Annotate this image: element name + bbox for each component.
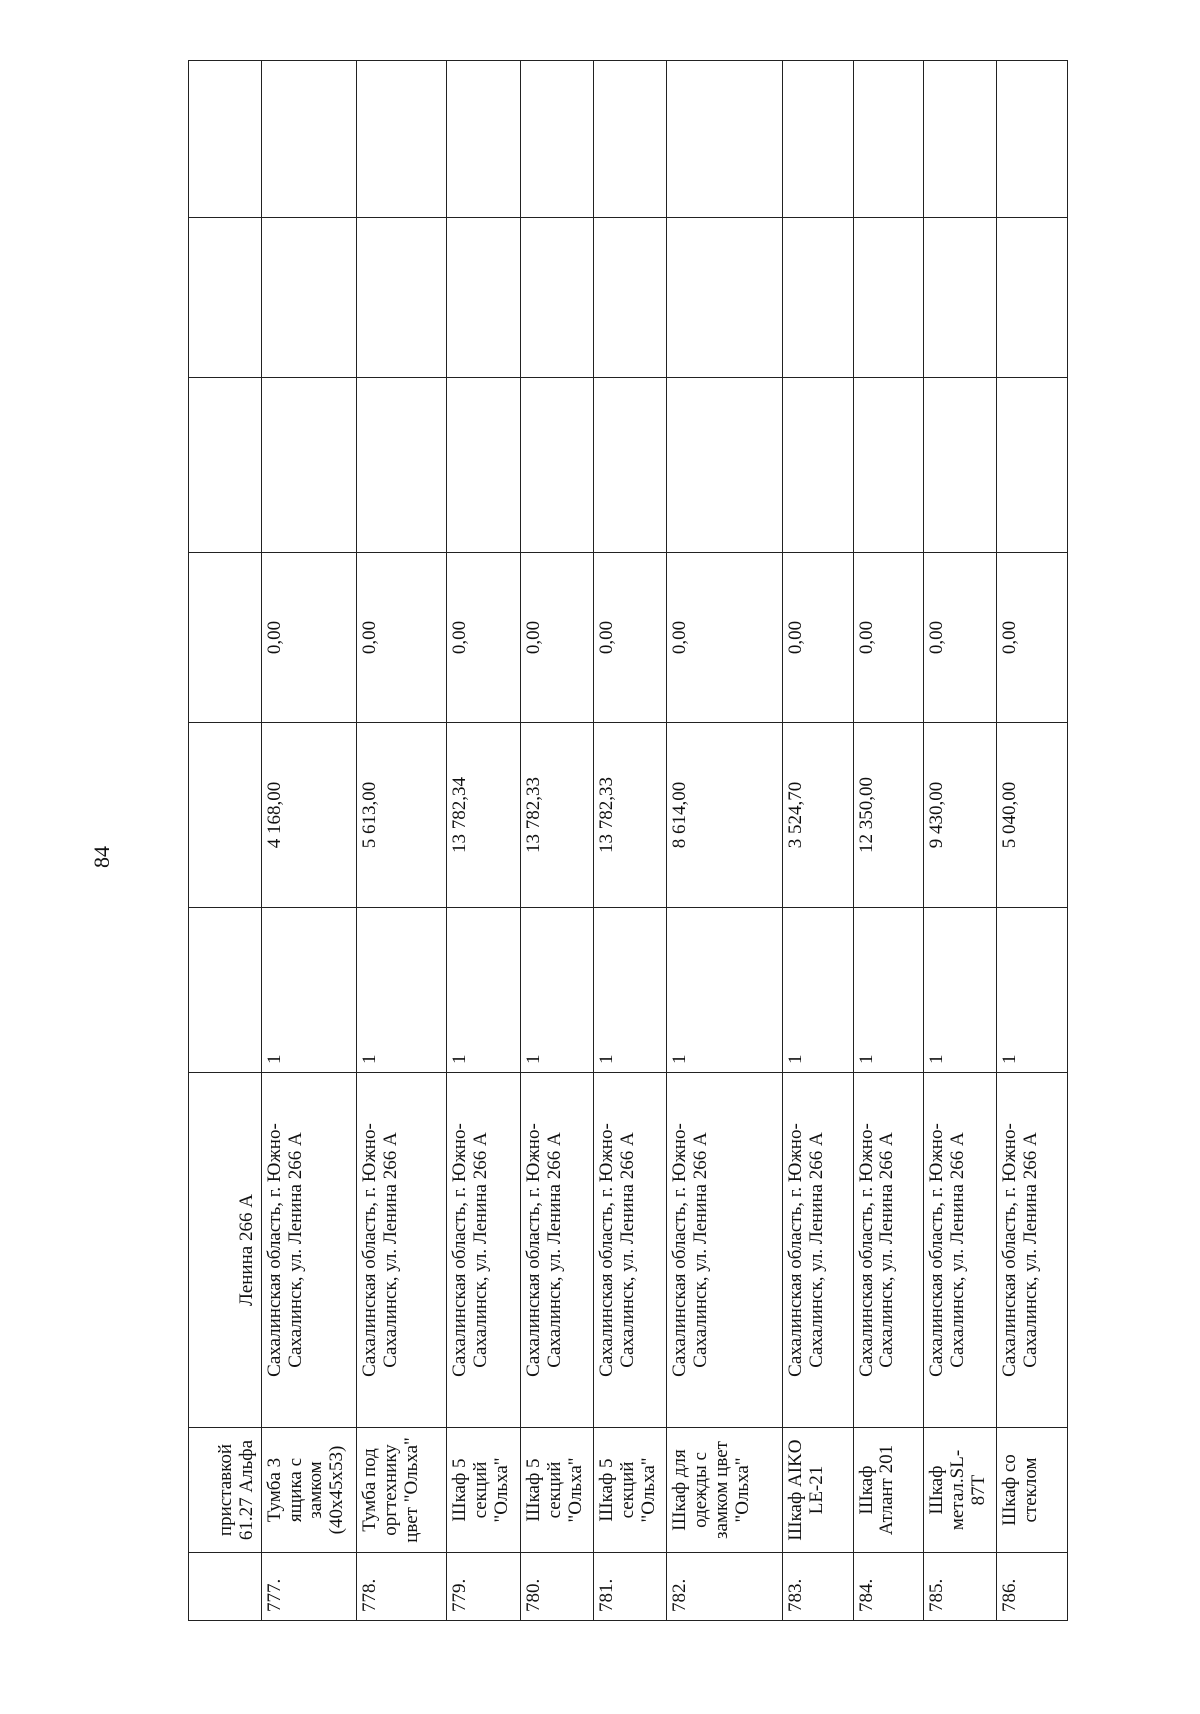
cell-quantity: 1 — [667, 908, 783, 1073]
cell-number: 781. — [594, 1553, 667, 1621]
cell-address: Сахалинская область, г. Южно-Сахалинск, ул. Ленина 266 А — [997, 1073, 1068, 1428]
cell-name: Шкаф метал.SL-87T — [924, 1428, 997, 1553]
cell-number: 786. — [997, 1553, 1068, 1621]
cell-address: Сахалинская область, г. Южно-Сахалинск, ул. Ленина 266 А — [447, 1073, 520, 1428]
cell-address: Сахалинская область, г. Южно-Сахалинск, ул. Ленина 266 А — [783, 1073, 854, 1428]
cell-name: Шкаф 5 секций "Ольха" — [594, 1428, 667, 1553]
inventory-table-rotated — [188, 61, 1068, 1621]
table-row — [997, 61, 1068, 1621]
table-row — [667, 61, 783, 1621]
cell-amortization: 0,00 — [261, 553, 356, 723]
cell-address: Сахалинская область, г. Южно-Сахалинск, ул. Ленина 266 А — [261, 1073, 356, 1428]
cell-amortization: 0,00 — [594, 553, 667, 723]
cell-name: Тумба под оргтехнику цвет "Ольха" — [356, 1428, 447, 1553]
cell-empty — [667, 378, 783, 553]
cell-empty — [924, 218, 997, 378]
cell-empty — [261, 218, 356, 378]
cell-empty — [997, 218, 1068, 378]
cell-quantity: 1 — [783, 908, 854, 1073]
cell-quantity: 1 — [261, 908, 356, 1073]
cell-quantity: 1 — [520, 908, 593, 1073]
cell-empty — [667, 61, 783, 218]
cell-sum: 4 168,00 — [261, 723, 356, 908]
cell-number: 782. — [667, 1553, 783, 1621]
cell-number: 785. — [924, 1553, 997, 1621]
cell-number: 777. — [261, 1553, 356, 1621]
cell-quantity: 1 — [997, 908, 1068, 1073]
cell-quantity: 1 — [594, 908, 667, 1073]
cell-name: Шкаф Атлант 201 — [853, 1428, 924, 1553]
cell-quantity: 1 — [447, 908, 520, 1073]
cell-name: приставкой 61.27 Альфа — [189, 1428, 262, 1553]
cell-address: Сахалинская область, г. Южно-Сахалинск, ул. Ленина 266 А — [594, 1073, 667, 1428]
cell-empty — [261, 61, 356, 218]
cell-empty — [853, 218, 924, 378]
table-row — [594, 61, 667, 1621]
cell-sum: 13 782,33 — [594, 723, 667, 908]
cell-amortization: 0,00 — [667, 553, 783, 723]
cell-sum: 8 614,00 — [667, 723, 783, 908]
cell-empty — [997, 61, 1068, 218]
table-row — [261, 61, 356, 1621]
cell-empty — [783, 378, 854, 553]
table-row — [520, 61, 593, 1621]
cell-amortization: 0,00 — [853, 553, 924, 723]
cell-name: Шкаф для одежды с замком цвет "Ольха" — [667, 1428, 783, 1553]
cell-empty — [924, 378, 997, 553]
cell-empty — [667, 218, 783, 378]
cell-empty — [356, 61, 447, 218]
cell-quantity: 1 — [356, 908, 447, 1073]
cell-sum: 12 350,00 — [853, 723, 924, 908]
cell-name: Шкаф со стеклом — [997, 1428, 1068, 1553]
cell-empty — [853, 378, 924, 553]
cell-number: 780. — [520, 1553, 593, 1621]
cell-sum: 5 613,00 — [356, 723, 447, 908]
cell-address: Ленина 266 А — [189, 1073, 262, 1428]
cell-quantity: 1 — [924, 908, 997, 1073]
cell-amortization: 0,00 — [447, 553, 520, 723]
cell-quantity — [189, 908, 262, 1073]
cell-sum: 13 782,33 — [520, 723, 593, 908]
cell-address: Сахалинская область, г. Южно-Сахалинск, ул. Ленина 266 А — [667, 1073, 783, 1428]
cell-address: Сахалинская область, г. Южно-Сахалинск, ул. Ленина 266 А — [924, 1073, 997, 1428]
cell-number: 778. — [356, 1553, 447, 1621]
cell-empty — [520, 61, 593, 218]
table-row — [447, 61, 520, 1621]
cell-empty — [924, 61, 997, 218]
cell-amortization: 0,00 — [520, 553, 593, 723]
cell-empty — [356, 218, 447, 378]
cell-empty — [189, 218, 262, 378]
cell-sum: 9 430,00 — [924, 723, 997, 908]
cell-amortization: 0,00 — [783, 553, 854, 723]
cell-address: Сахалинская область, г. Южно-Сахалинск, ул. Ленина 266 А — [356, 1073, 447, 1428]
cell-empty — [783, 218, 854, 378]
cell-empty — [189, 378, 262, 553]
cell-amortization: 0,00 — [924, 553, 997, 723]
cell-empty — [594, 378, 667, 553]
cell-sum: 5 040,00 — [997, 723, 1068, 908]
table-row — [356, 61, 447, 1621]
cell-empty — [447, 218, 520, 378]
cell-empty — [997, 378, 1068, 553]
cell-address: Сахалинская область, г. Южно-Сахалинск, ул. Ленина 266 А — [853, 1073, 924, 1428]
page-number: 84 — [89, 846, 114, 868]
cell-address: Сахалинская область, г. Южно-Сахалинск, ул. Ленина 266 А — [520, 1073, 593, 1428]
cell-sum: 3 524,70 — [783, 723, 854, 908]
table-row-continuation — [189, 61, 262, 1621]
cell-number — [189, 1553, 262, 1621]
inventory-table-body — [189, 61, 1068, 1621]
cell-name: Тумба 3 ящика с замком (40х45х53) — [261, 1428, 356, 1553]
cell-number: 783. — [783, 1553, 854, 1621]
cell-name: Шкаф 5 секций "Ольха" — [520, 1428, 593, 1553]
cell-empty — [853, 61, 924, 218]
table-row — [853, 61, 924, 1621]
table-row — [783, 61, 854, 1621]
cell-name: Шкаф AIKO LE-21 — [783, 1428, 854, 1553]
cell-amortization: 0,00 — [356, 553, 447, 723]
table-row — [924, 61, 997, 1621]
cell-empty — [261, 378, 356, 553]
cell-sum: 13 782,34 — [447, 723, 520, 908]
cell-empty — [520, 378, 593, 553]
cell-sum — [189, 723, 262, 908]
cell-quantity: 1 — [853, 908, 924, 1073]
cell-amortization — [189, 553, 262, 723]
cell-number: 779. — [447, 1553, 520, 1621]
cell-empty — [783, 61, 854, 218]
cell-amortization: 0,00 — [997, 553, 1068, 723]
cell-name: Шкаф 5 секций "Ольха" — [447, 1428, 520, 1553]
cell-empty — [447, 61, 520, 218]
cell-number: 784. — [853, 1553, 924, 1621]
cell-empty — [594, 218, 667, 378]
cell-empty — [447, 378, 520, 553]
cell-empty — [594, 61, 667, 218]
cell-empty — [520, 218, 593, 378]
cell-empty — [189, 61, 262, 218]
inventory-table — [188, 60, 1068, 1621]
cell-empty — [356, 378, 447, 553]
